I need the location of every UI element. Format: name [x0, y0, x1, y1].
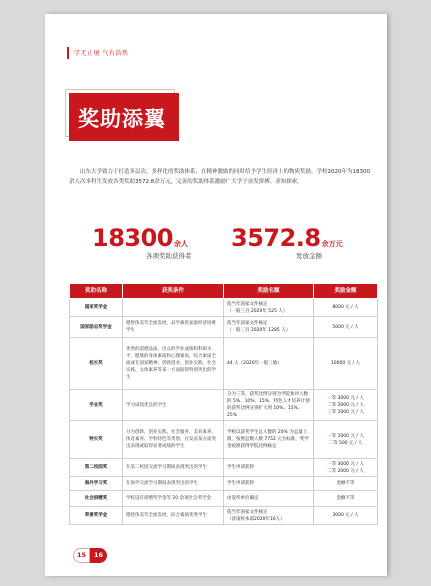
stat-recipients	[92, 224, 188, 252]
award-quota-cell: 由设奖单位确定	[224, 491, 314, 507]
award-amount-cell: 一等 3000 元 / 人 二等 2000 元 / 人 三等 1000 元 / 人	[314, 390, 378, 421]
award-amount-cell: 8000 元 / 人	[314, 299, 378, 317]
award-condition-cell: 分为创新、创业实践、社会服务、美育素养、体育素养、学科特色等类别，在发表某方面突出表现或取得显著成绩的学生	[123, 421, 224, 459]
award-name-cell: 第二校园奖	[70, 459, 123, 477]
award-condition-cell: 优秀的道德品质，出众的学业成绩和科研水平，健康的身体素质和心理素质，综合素质全面或在国家精神、创新创业、创业实践、社会实践、文体素养等某一方面取得特别突出的学生	[123, 338, 224, 390]
award-name-cell: 校长奖	[70, 338, 123, 390]
award-condition-cell: 学校设有捐赠奖学金等 20 余项社会奖学金	[123, 491, 224, 507]
award-condition-cell	[123, 299, 224, 317]
award-amount-cell: 一等 1000 元 / 人 二等 500 元 / 人	[314, 421, 378, 459]
award-quota-cell: 44 人（2020年一般三地）	[224, 338, 314, 390]
award-name-cell: 国家励志奖学金	[70, 317, 123, 338]
table-row	[70, 459, 378, 477]
stat-recipients-number: 18300	[92, 224, 173, 252]
table-row	[70, 299, 378, 317]
award-amount-cell: 金额不等	[314, 477, 378, 491]
award-condition-cell: 德智体美劳全面发展，品学兼优家庭经济困难学生	[123, 317, 224, 338]
col-header-name: 奖助名称	[70, 284, 123, 299]
award-amount-cell: 10000 元 / 人	[314, 338, 378, 390]
award-name-cell: 社会捐赠奖	[70, 491, 123, 507]
award-condition-cell: 德智体美劳全面发展，综合素质优秀学生	[123, 507, 224, 525]
stat-recipients-label: 各项奖助获得者	[146, 252, 192, 260]
award-name-cell: 荣誉奖学金	[70, 507, 123, 525]
award-quota-cell: 分为三等，获奖比例分别为学院参评人数的 5%、10%、15%，特色人才培养计划的获奖比例分别扩大到 10%、15%、25%	[224, 390, 314, 421]
table-row	[70, 317, 378, 338]
stat-recipients-unit: 余人	[174, 240, 188, 248]
page-number-left: 15	[73, 548, 90, 563]
header-slogan: 学无止境 气有浩然	[74, 50, 129, 57]
header-accent-bar	[67, 47, 69, 59]
table-row	[70, 421, 378, 459]
award-name-cell: 国家奖学金	[70, 299, 123, 317]
table-row	[70, 338, 378, 390]
page-number-right: 16	[90, 548, 107, 563]
col-header-amount: 奖励金额	[314, 284, 378, 299]
table-row	[70, 507, 378, 525]
award-amount-cell: 一等 3000 元 / 人 二等 2000 元 / 人	[314, 459, 378, 477]
document-page	[45, 14, 387, 576]
award-quota-cell: 依当年国家文件核定 （济南校本部2020年16人）	[224, 507, 314, 525]
award-condition-cell: 在海外交流学习期间表现突出的学生	[123, 477, 224, 491]
award-name-cell: 特长奖	[70, 421, 123, 459]
col-header-condition: 获奖条件	[123, 284, 224, 299]
col-header-quota: 奖励名额	[224, 284, 314, 299]
award-name-cell: 海外学习奖	[70, 477, 123, 491]
award-quota-cell: 学校以获奖学生总人数的 20% 为总量上限，按照总数人数 7752 元为标准，奖学金按照获得学院比例核定	[224, 421, 314, 459]
stat-amount	[231, 224, 343, 252]
award-condition-cell: 学习成绩优良的学生	[123, 390, 224, 421]
award-quota-cell: 依当年国家文件核定 （一般三百 2020年 525 人）	[224, 299, 314, 317]
page-numbers	[73, 548, 107, 563]
award-quota-cell: 学生申请获得	[224, 459, 314, 477]
award-amount-cell: 5000 元 / 人	[314, 317, 378, 338]
stat-amount-label: 发放金额	[296, 252, 322, 260]
award-amount-cell: 金额不等	[314, 491, 378, 507]
stat-amount-unit: 余万元	[321, 240, 343, 248]
award-quota-cell: 依当年国家文件核定 （一般三百 2020年 1285 人）	[224, 317, 314, 338]
award-amount-cell: 3000 元 / 人	[314, 507, 378, 525]
table-header-row	[70, 284, 378, 299]
award-quota-cell: 学生申请获得	[224, 477, 314, 491]
award-name-cell: 学业奖	[70, 390, 123, 421]
stat-amount-number: 3572.8	[231, 224, 321, 252]
scholarship-table	[69, 283, 378, 525]
intro-paragraph: 山东大学致力于打造多层次、多样化的奖助体系，在精神激励的同时给予学生经济上的物质奖励。学校2020年为18300余人次本科生发放各类奖助3572.8余万元，完善的奖助体系激励广大学子奋发拼搏、求知探索。	[69, 169, 370, 185]
award-condition-cell: 在第二校园交流学习期间表现突出的学生	[123, 459, 224, 477]
table-row	[70, 491, 378, 507]
page-title: 奖助添翼	[78, 107, 166, 131]
table-row	[70, 477, 378, 491]
table-row	[70, 390, 378, 421]
